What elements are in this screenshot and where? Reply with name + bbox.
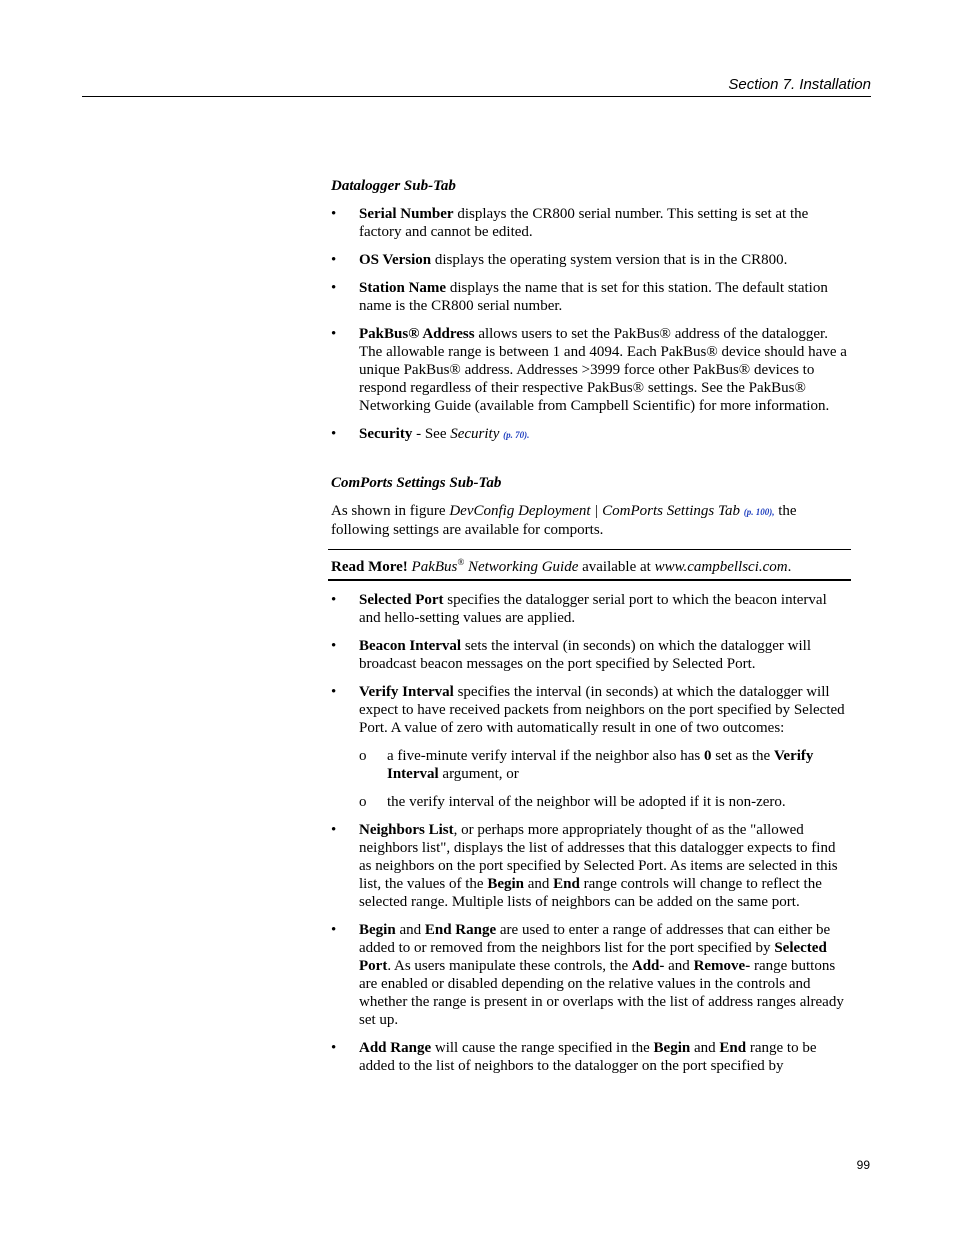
- page-content: [331, 177, 848, 1085]
- sub-bullet: o: [359, 794, 367, 810]
- term: Beacon Interval: [359, 638, 462, 654]
- bold-text: Begin: [653, 1040, 691, 1056]
- page-number: 99: [856, 1158, 870, 1172]
- list-item: [331, 921, 848, 1029]
- datalogger-subtab-heading: Datalogger Sub-Tab: [331, 178, 456, 194]
- bullet: •: [331, 822, 337, 838]
- bullet: •: [331, 426, 337, 442]
- list-item: [331, 637, 848, 673]
- guide-title: [412, 559, 579, 575]
- text: range to be added to the list of neighbors to the datalogger on the port specified by: [359, 1040, 817, 1074]
- description: sets the interval (in seconds) on which the datalogger will broadcast beacon messages on the port specified by Selected Port.: [359, 638, 811, 672]
- description: displays the operating system version that is in the CR800.: [431, 252, 788, 268]
- list-item: [331, 683, 848, 811]
- text: . As users manipulate these controls, the: [387, 958, 632, 974]
- bold-text: Begin: [487, 876, 524, 892]
- security-ref-title: Security: [450, 426, 500, 442]
- term: Neighbors List: [359, 822, 454, 838]
- description: - See: [412, 426, 451, 442]
- read-more-label: Read More!: [331, 559, 408, 575]
- registered-mark: ®: [457, 557, 465, 567]
- bold-text: End: [719, 1040, 747, 1056]
- sub-list-item: [359, 793, 848, 811]
- bullet: •: [331, 684, 337, 700]
- bullet: •: [331, 592, 337, 608]
- verify-outcomes-list: [359, 747, 848, 811]
- list-item: [331, 821, 848, 911]
- term: Begin: [359, 922, 396, 938]
- text: , or perhaps more appropriately thought of as the "allowed neighbors list", displays the list of addresses that this datalogger expects to find as neighbors on the port specified by Selected Port. As items are selected in this list, the values of the: [359, 822, 838, 892]
- list-item: [331, 591, 848, 627]
- period: .: [787, 559, 792, 575]
- text: a five-minute verify interval if the neighbor also has: [387, 748, 704, 764]
- comports-subtab-heading: ComPorts Settings Sub-Tab: [331, 475, 502, 491]
- bullet: •: [331, 1040, 337, 1056]
- bullet: •: [331, 326, 337, 342]
- term: Serial Number: [359, 206, 454, 222]
- guide-name: PakBus: [411, 559, 458, 575]
- bullet: •: [331, 638, 337, 654]
- sub-list-item: [359, 747, 848, 783]
- description: allows users to set the PakBus® address of the datalogger. The allowable range is between 1 and 4094. Each PakBus® device should have a unique PakBus® address. Addresses >3999 force other PakBus® devices to respond regardless of their respective PakBus® settings. See the PakBus® Networking Guide (available from Campbell Scientific) for more information.: [359, 326, 847, 414]
- comports-intro: [331, 502, 848, 539]
- page-reference-link[interactable]: (p. 70).: [503, 430, 530, 440]
- text: set as the: [711, 748, 774, 764]
- term: Verify Interval: [359, 684, 454, 700]
- text: and: [395, 922, 425, 938]
- text: the verify interval of the neighbor will be adopted if it is non-zero.: [387, 794, 786, 810]
- read-more-box: [328, 549, 851, 581]
- list-item: [331, 279, 848, 315]
- term: Selected Port: [359, 592, 444, 608]
- term: Add Range: [359, 1040, 432, 1056]
- figure-reference-link[interactable]: (p. 100),: [743, 507, 775, 517]
- description: displays the name that is set for this station. The default station name is the CR800 serial number.: [359, 280, 828, 314]
- running-header: [82, 76, 871, 97]
- text: and: [524, 876, 554, 892]
- term: Station Name: [359, 280, 447, 296]
- bold-text: End: [553, 876, 580, 892]
- term: End Range: [424, 922, 497, 938]
- bold-text: 0: [703, 748, 712, 764]
- text: and: [690, 1040, 720, 1056]
- bullet: •: [331, 206, 337, 222]
- figure-title: DevConfig Deployment | ComPorts Settings Tab: [449, 503, 740, 519]
- guide-name-rest: Networking Guide: [464, 559, 579, 575]
- bullet: •: [331, 252, 337, 268]
- list-item: [331, 425, 848, 444]
- text: and: [664, 958, 694, 974]
- term: OS Version: [359, 252, 432, 268]
- list-item: [331, 251, 848, 269]
- description: specifies the interval (in seconds) at which the datalogger will expect to have received packets from neighbors on the port specified by Selected Port. A value of zero with automatically result in one of two outcomes:: [359, 684, 845, 736]
- list-item: [331, 1039, 848, 1075]
- website-url: www.campbellsci.com: [654, 559, 788, 575]
- comports-settings-list: [331, 591, 848, 1075]
- text: range buttons are enabled or disabled depending on the relative values in the controls and whether the range is present in or overlaps with the list of address ranges already set up.: [359, 958, 844, 1028]
- bullet: •: [331, 922, 337, 938]
- text: are used to enter a range of addresses that can either be added to or removed from the neighbors list for the port specified by: [359, 922, 831, 956]
- list-item: [331, 325, 848, 415]
- read-more-text: available at: [578, 559, 655, 575]
- bold-text: Selected Port: [359, 940, 827, 974]
- bold-text: Remove-: [693, 958, 751, 974]
- text: argument, or: [438, 766, 519, 782]
- section-title: Section 7. Installation: [728, 76, 871, 93]
- term: PakBus® Address: [359, 326, 475, 342]
- description: specifies the datalogger serial port to which the beacon interval and hello-setting values are applied.: [359, 592, 827, 626]
- list-item: [331, 205, 848, 241]
- bold-text: Verify Interval: [387, 748, 814, 782]
- sub-bullet: o: [359, 748, 367, 764]
- term: Security: [359, 426, 413, 442]
- bullet: •: [331, 280, 337, 296]
- datalogger-settings-list: [331, 205, 848, 444]
- description: displays the CR800 serial number. This setting is set at the factory and cannot be edited.: [359, 206, 809, 240]
- intro-text: the following settings are available for comports.: [331, 503, 797, 538]
- text: will cause the range specified in the: [431, 1040, 654, 1056]
- intro-text: As shown in figure: [331, 503, 450, 519]
- bold-text: Add-: [631, 958, 665, 974]
- text: range controls will change to reflect the selected range. Multiple lists of neighbors can be added on the same port.: [359, 876, 822, 910]
